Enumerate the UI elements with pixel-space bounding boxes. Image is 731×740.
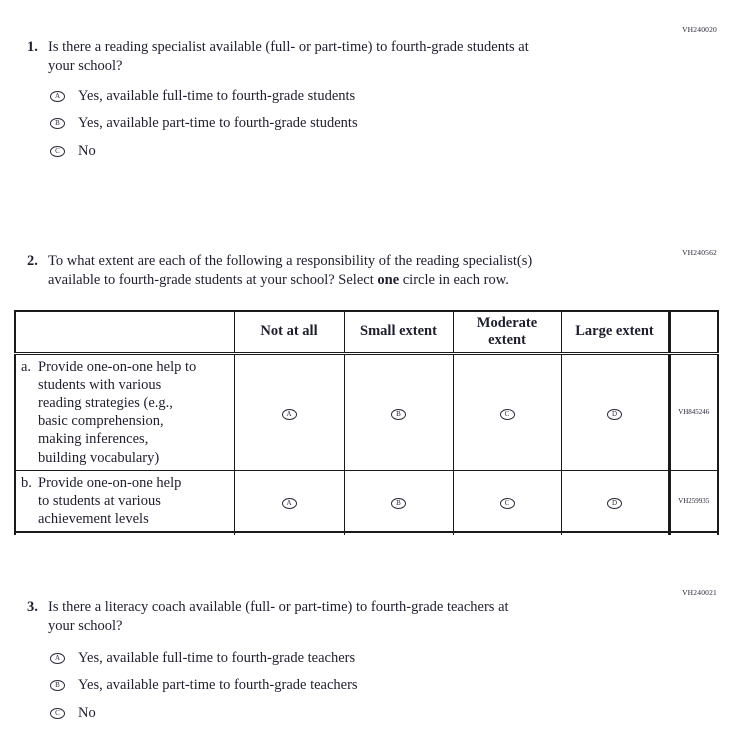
bubble-letter: C	[504, 410, 510, 419]
row-label-text: Provide one-on-one help to students at various achievement levels	[38, 474, 182, 528]
radio-bubble-icon[interactable]	[391, 498, 406, 509]
responsibility-table	[14, 310, 719, 535]
question-number: 2.	[27, 253, 38, 269]
row-prefix: a.	[21, 358, 32, 375]
column-header-large-extent: Large extent	[561, 311, 669, 353]
column-header-not-at-all: Not at all	[234, 311, 344, 353]
question-text	[48, 252, 648, 290]
code-column-header	[669, 311, 718, 353]
matrix-option-b[interactable]	[344, 470, 453, 532]
question-3-options	[50, 651, 667, 720]
question-1-options	[50, 89, 667, 158]
radio-bubble-icon[interactable]	[50, 91, 65, 102]
radio-bubble-icon[interactable]	[50, 118, 65, 129]
radio-bubble-icon[interactable]	[50, 708, 65, 719]
radio-bubble-icon[interactable]	[282, 498, 297, 509]
bubble-letter: D	[611, 499, 618, 508]
option-label: No	[78, 704, 96, 721]
radio-bubble-icon[interactable]	[50, 653, 65, 664]
table-row-b	[15, 470, 718, 532]
bubble-letter: C	[55, 146, 60, 155]
empty-header-cell	[15, 311, 234, 353]
question-number: 3.	[27, 599, 38, 615]
answer-option-a[interactable]	[50, 651, 667, 665]
row-item-code: VH259935	[669, 470, 718, 532]
answer-option-c[interactable]	[50, 706, 667, 720]
row-label	[15, 353, 234, 470]
question-3-heading	[27, 598, 667, 636]
row-label-text: Provide one-on-one help to students with various reading strategies (e.g., basic comprehension, making inferences, building vocabulary)	[38, 358, 197, 466]
table-cutoff-stubs	[15, 532, 718, 535]
item-code-q1: VH240020	[682, 25, 717, 34]
item-code-q3: VH240021	[682, 588, 717, 597]
matrix-option-d[interactable]	[561, 470, 669, 532]
answer-option-b[interactable]	[50, 679, 667, 693]
bubble-letter: A	[286, 499, 292, 508]
matrix-option-a[interactable]	[234, 353, 344, 470]
column-header-moderate-extent: Moderate extent	[453, 311, 561, 353]
question-text-line1: To what extent are each of the following a responsibility of the reading specialist(s)	[48, 253, 533, 269]
radio-bubble-icon[interactable]	[282, 409, 297, 420]
bubble-letter: C	[55, 708, 60, 717]
matrix-option-c[interactable]	[453, 470, 561, 532]
matrix-option-d[interactable]	[561, 353, 669, 470]
radio-bubble-icon[interactable]	[50, 680, 65, 691]
option-label: No	[78, 142, 96, 159]
answer-option-b[interactable]	[50, 117, 667, 131]
option-label: Yes, available part-time to fourth-grade teachers	[78, 677, 358, 693]
question-3	[27, 598, 667, 734]
question-text-line2: available to fourth-grade students at your school? Select	[48, 272, 378, 288]
bubble-letter: B	[396, 499, 401, 508]
question-2	[27, 252, 667, 290]
row-prefix: b.	[21, 474, 32, 491]
row-item-code: VH845246	[669, 353, 718, 470]
question-2-heading	[27, 252, 667, 290]
bold-word: one	[377, 272, 400, 288]
question-1-heading	[27, 38, 667, 76]
radio-bubble-icon[interactable]	[391, 409, 406, 420]
answer-option-a[interactable]	[50, 89, 667, 103]
bubble-letter: A	[286, 410, 292, 419]
radio-bubble-icon[interactable]	[500, 498, 515, 509]
radio-bubble-icon[interactable]	[500, 409, 515, 420]
option-label: Yes, available full-time to fourth-grade students	[78, 87, 356, 104]
matrix-option-c[interactable]	[453, 353, 561, 470]
matrix-option-b[interactable]	[344, 353, 453, 470]
answer-option-c[interactable]	[50, 144, 667, 158]
bubble-letter: B	[55, 681, 60, 689]
matrix-option-a[interactable]	[234, 470, 344, 532]
bubble-letter: A	[54, 653, 61, 662]
radio-bubble-icon[interactable]	[50, 146, 65, 157]
option-label: Yes, available full-time to fourth-grade teachers	[78, 649, 356, 666]
radio-bubble-icon[interactable]	[607, 409, 622, 420]
question-number: 1.	[27, 39, 38, 55]
table-header-row	[15, 311, 718, 353]
radio-bubble-icon[interactable]	[607, 498, 622, 509]
bubble-letter: C	[504, 499, 510, 508]
question-text: Is there a reading specialist available (full- or part-time) to fourth-grade students at your school?	[48, 39, 529, 74]
question-1	[27, 38, 667, 172]
table-row-a	[15, 353, 718, 470]
bubble-letter: D	[611, 410, 618, 419]
option-label: Yes, available part-time to fourth-grade students	[78, 115, 358, 131]
question-text: Is there a literacy coach available (full- or part-time) to fourth-grade teachers at your school?	[48, 599, 509, 634]
column-header-small-extent: Small extent	[344, 311, 453, 353]
row-label	[15, 470, 234, 532]
bubble-letter: B	[55, 119, 60, 127]
item-code-q2: VH240562	[682, 248, 717, 257]
bubble-letter: B	[396, 410, 401, 419]
bubble-letter: A	[54, 91, 61, 100]
question-text-line2-end: circle in each row.	[399, 272, 509, 288]
